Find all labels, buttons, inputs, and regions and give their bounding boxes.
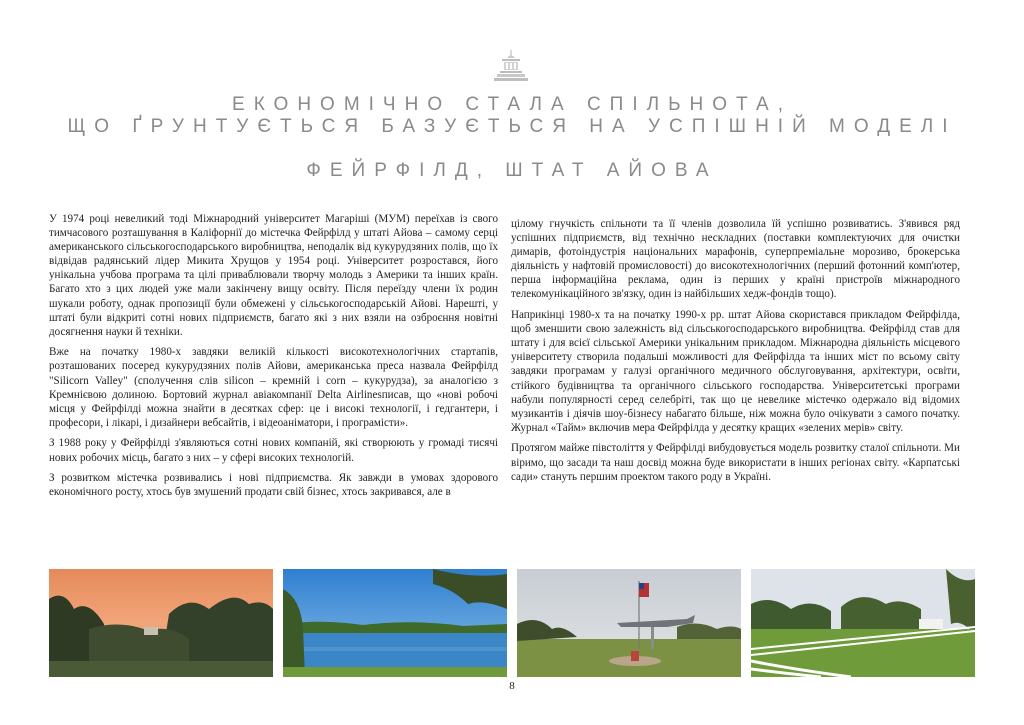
page-subtitle: ФЕЙРФІЛД, ШТАТ АЙОВА xyxy=(306,160,718,181)
page-title-line-2: ЩО ҐРУНТУЄТЬСЯ БАЗУЄТЬСЯ НА УСПІШНІЙ МОДЕЛІ xyxy=(67,116,957,137)
paragraph: Протягом майже півстоліття у Фейрфілді вибудовується модель розвитку сталої спільноти. Ми віримо, що засади та наш досвід можна буде використати в інших регіонах світу. «Карпатські сади» стануть першим проектом такого роду в Україні. xyxy=(511,442,960,483)
text-column-left xyxy=(49,212,498,506)
temple-logo-icon xyxy=(494,48,528,84)
page-title-line-1: ЕКОНОМІЧНО СТАЛА СПІЛЬНОТА, xyxy=(232,94,792,115)
paragraph: З розвитком містечка розвивались і нові підприємства. Як завжди в умовах здорового економічного росту, хтось був змушений продати свій бізнес, хтось закривався, але в xyxy=(49,472,498,499)
photo-memorial xyxy=(517,569,741,677)
text-column-right xyxy=(511,217,960,490)
paragraph: Наприкінці 1980-х та на початку 1990-х рр. штат Айова скористався прикладом Фейрфілда, щоб зменшити свою залежність від сільськогосподарського виробництва. Фейрфілд став для штату і для всієї сільської Америки унікальним прикладом. Міжнародна діяльність місцевого університету створила подальші можливості для Фейрфілда та інших міст по всьому світу завдяки програмам у галузі органічного медичного обслуговування, архітектури, освіти, стійкого будівництва та органічного сільського господарства. Університетські програми набули популярності серед селебріті, так що це невелике містечко одержало від відомих музикантів і діячів шоу-бізнесу набагато більше, ніж можна було очікувати з самого початку. Журнал «Тайм» включив мера Фейрфілда у десятку кращих «зелених мерів» світу. xyxy=(511,309,960,434)
photo-fence-field xyxy=(751,569,975,677)
paragraph: У 1974 році невеликий тоді Міжнародний університет Магаріші (МУМ) переїхав із свого тимчасового розташування в Каліфорнії до містечка Фейрфілд у штаті Айова – самому серці американського сільськогосподарського виробництва, неподалік від кукурудзяних полів, що їх відвідав радянський лідер Микита Хрущов у 1954 році. Університет розростався, його унікальна учбова програма та цілі приваблювали творчу молодь з Америки та інших країн. Багато хто з цих людей уже мали закінчену вищу освіту. Після переїзду члени їх родин шукали роботу, однак пропозиції були обмежені у сільськогосподарській Айові. Нарешті, у штаті були відкриті сотні нових підприємств, багато які з них взяли на озброєння новітні досягнення науки й техніки. xyxy=(49,213,498,338)
paragraph: З 1988 року у Фейрфілді з'являються сотні нових компаній, які створюють у громаді тисячі нових робочих місць, багато з них – у сфері високих технологій. xyxy=(49,437,498,464)
paragraph: цілому гнучкість спільноти та її членів дозволила їй успішно розвиватись. З'явився ряд успішних підприємств, від технічно нескладних (поставки комплектуючих для очистки димарів, фотоіндустрія національних марафонів, суперпреміальне морозиво, брокерська діяльність у нафтовій промисловості) до високотехнологічних (перший фотонний комп'ютер, перша інформаційна реклама, один із перших у країні пристроїв міжнародного телекомунікаційного зв'язку, один із найбільших хедж-фондів тощо). xyxy=(511,218,960,301)
paragraph: Вже на початку 1980-х завдяки великій кількості високотехнологічних стартапів, розташованих посеред кукурудзяних полів Айови, американська преса назвала Фейрфілд "Silicorn Valley" (сполучення слів silicon – кремній і corn – кукурудза), за аналогією з Кремнієвою долиною. Бортовий журнал авіакомпанії Delta Airlinesписав, що «нові робочі місця у Фейрфілді можна знайти в десятках сфер: це і високі технології, і гедгантери, і професори, і лікарі, і дизайнери вебсайтів, і відеоаніматори, і програмісти». xyxy=(49,346,498,429)
photo-lake xyxy=(283,569,507,677)
page-number: 8 xyxy=(509,680,515,692)
photo-sunset xyxy=(49,569,273,677)
